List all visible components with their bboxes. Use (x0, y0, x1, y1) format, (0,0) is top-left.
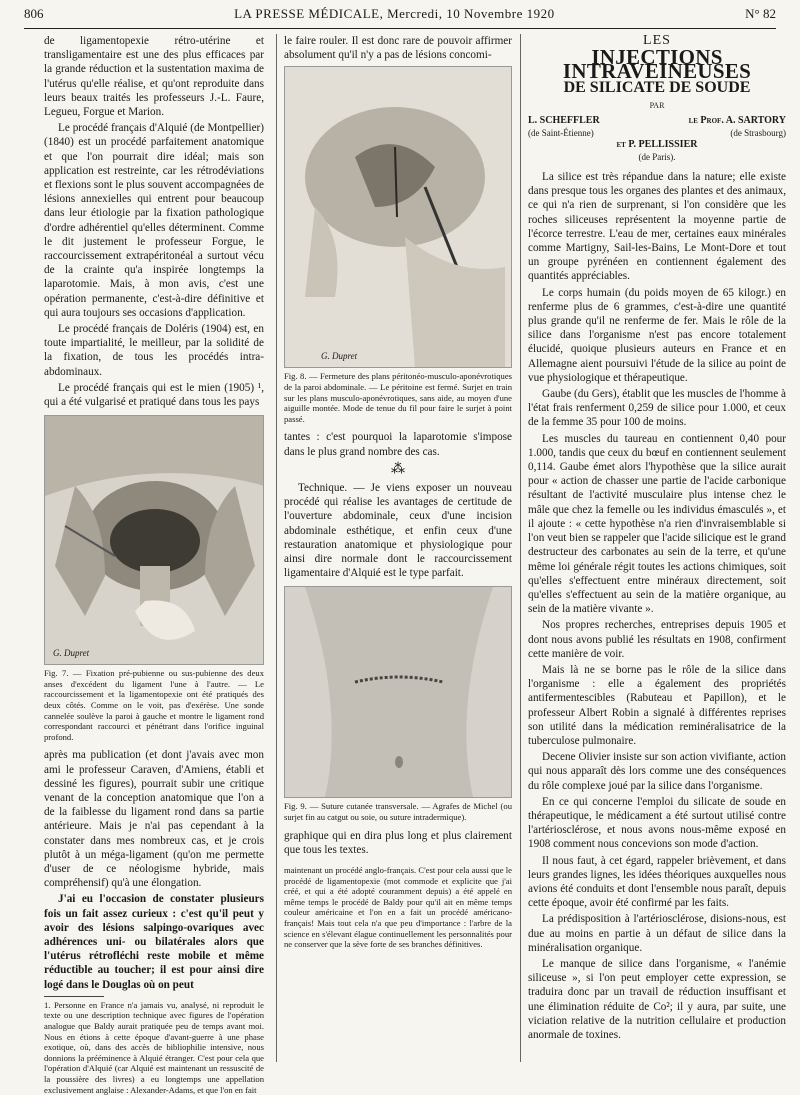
figure-8-caption: Fig. 8. — Fermeture des plans péritonéo-musculo-aponévrotiques de la paroi abdominale. — Le péritoine est fermé. Surjet en train sur les plans musculo-aponévrotiques, sans aide, au moyen d'une aiguille montée. Mode de tenue du fil pour faire le surjet à point passé. (284, 371, 512, 424)
column-divider-2 (520, 34, 521, 1062)
column-2 (284, 34, 512, 950)
article-title-line-3: DE SILICATE DE SOUDE (563, 78, 751, 96)
paragraph: Le procédé français d'Alquié (de Montpellier) (1840) est un procédé parfaitement anatomique et que l'on pourrait dire idéal; mais son application est restreinte, car les rétrodéviations et flexions sont le plus souvent accompagnées de lésions annexielles qui entrent pour beaucoup dans leur étiologie par la fixation pathologique d'ordre adhérentiel qu'elles déterminent. Comme le dit justement le professeur Forgue, le raccourcissement extrapéritonéal a surtout vécu de la crainte qu'a inspirée longtemps la laparotomie. Mais, à mon avis, c'est une opération permanente, c'est-à-dire définitive et qui aura toujours ses occasions d'application. (44, 122, 264, 319)
paragraph: Gaube (du Gers), établit que les muscles de l'homme à l'état frais renferment 0,259 de silice pour 1.000, et ceux de la femme 35 pour 100 de moins. (528, 388, 786, 429)
header-rule (24, 28, 776, 29)
author-location: (de Strasbourg) (730, 128, 786, 139)
paragraph: graphique qui en dira plus long et plus clairement que tous les textes. (284, 829, 512, 856)
footnote-rule (44, 996, 104, 997)
paragraph: Le corps humain (du poids moyen de 65 kilogr.) en renferme plus de 6 grammes, c'est-à-dire une quantité plus grande qu'il ne renferme de fer. Mais le rôle de la silice dans l'organisme n'est pas encore totalement élucidé, quoique plusieurs auteurs en France et en Allemagne aient poursuivi l'étude de la silice au point de vue physiologique et thérapeutique. (528, 286, 786, 384)
figure-7-illustration (44, 415, 264, 665)
byline-par: PAR (649, 100, 665, 110)
paragraph: Nos propres recherches, entreprises depuis 1905 et dont nous avons publié les résultats en 1908, confirment cette manière de voir. (528, 619, 786, 660)
paragraph: La silice est très répandue dans la nature; elle existe dans presque tous les organes des plantes et des animaux, ce qui n'a rien de surprenant, si l'on considère que les roches siliceuses représentent la moyenne partie de l'écorce terrestre. L'eau de mer, certaines eaux minérales comme Martigny, Sail-les-Bains, Le Mont-Dore et tout un groupe pyrénéen en contiennent également des quantités appréciables. (528, 171, 786, 283)
page-number: 806 (24, 6, 44, 21)
footnote-continued: maintenant un procédé anglo-français. C'est pour cela aussi que le procédé de ligamentopexie (mot commode et explicite que j'ai créé, et qui a été adopté couramment depuis) a été appelé en même temps le procédé de Baldy pour qu'il ait en même temps couleur américaine et l'on en a fait un procédé américano-français! Mais tout cela n'a que peu d'importance : l'arbre de la science en s'élevant élague continuellement les personnalités pour ne conserver que la sève forte de ses branches définitives. (284, 865, 512, 950)
author-name: L. SCHEFFLER (528, 115, 600, 127)
paragraph: Le manque de silice dans l'organisme, « l'anémie siliceuse », si l'on peut employer cette expression, se traduira donc par un travail de réduction insuffisant et une élimination réduite de Co²; il y aura, par suite, une viciation relative de la nutrition cellulaire et production anormale de toxines. (528, 957, 786, 1041)
paragraph: Le procédé français qui est le mien (1905) ¹, qui a été vulgarisé et pratiqué dans tous les pays (44, 381, 264, 409)
column-1 (44, 34, 264, 1095)
paragraph: le faire rouler. Il est donc rare de pouvoir affirmer absolument qu'il n'y a pas de lésions concomi- (284, 35, 512, 62)
figure-7-caption: Fig. 7. — Fixation pré-pubienne ou sus-pubienne des deux anses d'excédent du ligament l'une à l'autre. — Le raccourcissement et la ligamentopexie ont été pratiqués des deux côtés. Comme on le voit, pas d'exérèse. Une sonde cannelée soulève la paroi à gauche et montre le ligament rond correspondant raccourci et pénétrant dans l'orifice inguinal profond. (44, 668, 264, 742)
figure-8-illustration (284, 66, 512, 368)
paragraph: Mais là ne se borne pas le rôle de la silice dans l'organisme : elle a également des propriétés antifermentescibles (Rabuteau et Papillon), et le professeur Albert Robin a signalé à différentes reprises son utilité dans la médication reminéralisatrice de la tuberculose pulmonaire. (528, 663, 786, 747)
page-header (24, 6, 776, 28)
paragraph: après ma publication (et dont j'avais avec mon ami le professeur Caraven, d'Amiens, établi et dessiné les figures), pourrait subir une critique venant de la conception anatomique que l'on a de la faiblesse du ligament rond dans sa partie antérieure. Mais je n'ai pas cependant à la constater dans mes nombreux cas, et je crois plutôt à un méga-ligament (qu'on me permette d'user de ce néologisme hybride, mais compréhensif) qu'à une élongation. (44, 749, 264, 890)
section-separator: ⁂ (391, 461, 405, 477)
paragraph: tantes : c'est pourquoi la laparotomie s'impose dans le plus grand nombre des cas. (284, 431, 512, 458)
journal-title: LA PRESSE MÉDICALE, Mercredi, 10 Novembre 1920 (234, 6, 555, 21)
paragraph: Le procédé français de Doléris (1904) est, en toute impartialité, le meilleur, par la solidité de la fixation, de tous les procédés intra-abdominaux. (44, 323, 264, 378)
authors-block (528, 115, 786, 164)
column-3 (528, 34, 786, 1044)
paragraph: En ce qui concerne l'emploi du silicate de soude en thérapeutique, le médicament a été surtout utilisé contre l'artériosclérose, et nous avons nous-même exposé en 1908 comment nous concevions son mode d'action. (528, 795, 786, 851)
author-name: le Prof. A. SARTORY (688, 115, 786, 127)
paragraph: La prédisposition à l'artériosclérose, disions-nous, est due au moins en partie à un défaut de silice dans la minéralisation organique. (528, 913, 786, 954)
author-location: (de Saint-Étienne) (528, 128, 594, 139)
paragraph: J'ai eu l'occasion de constater plusieurs fois un fait assez curieux : c'est qu'il peut y avoir des lésions salpingo-ovariques avec adhérences uni- ou bilatérales alors que l'utérus rétrofléchi reste mobile et même réductible au toucher; il est pour ainsi dire logé dans le Douglas où on peut (44, 893, 264, 991)
paragraph: Technique. — Je viens exposer un nouveau procédé qui réalise les avantages de certitude de l'ouverture abdominale, ceux d'une incision abdominale esthétique, et enfin ceux d'une restauration anatomique et physiologique pour ainsi dire normale dont le raccourcissement ligamentaire d'Alquié est le type parfait. (284, 481, 512, 580)
author-location: (de Paris). (638, 152, 676, 163)
article-title-line-2: INJECTIONS INTRAVEINEUSES (562, 45, 752, 84)
paragraph: de ligamentopexie rétro-utérine et transligamentaire est une des plus efficaces par la grande réduction et la sustentation maxima de l'utérus qu'elle réalise, et qu'ont reproduite dans leurs beaux traités les professeurs J.-L. Faure, Legueu, Forgue et Marion. (44, 35, 264, 119)
paragraph: Les muscles du taureau en contiennent 0,40 pour 1.000, tandis que ceux du bœuf en contiennent seulement 0,114. Gaube émet alors l'hypothèse que la silice aurait pour « action de chasser une partie de l'acide carbonique résultant de l'activité musculaire plus intense chez le mâle que chez la femelle ou les individus émasculés », et il ajoute : « cette hypothèse n'a rien d'invraisemblable si l'on veut bien se rappeler que l'acide silicique est le grand destructeur des carbonates au sein de la terre, et qu'une même loi générale régit toutes les actions chimiques, soit qu'elles s'effectuent entre minéraux directement, soit qu'elles s'effectuent au sein de la matière organique, au sein de la matière vivante ». (528, 432, 786, 616)
author-name: et P. PELLISSIER (616, 139, 698, 151)
paragraph: Decene Olivier insiste sur son action vivifiante, action qui nous apparaît dès lors comme une des conséquences du rôle complexe joué par la silice dans l'organisme. (528, 751, 786, 792)
paragraph: Il nous faut, à cet égard, rappeler brièvement, et dans leurs grandes lignes, les idées théoriques auxquelles nous avions été conduits et dont l'ensemble nous paraît, depuis cette époque, avoir été confirmé par les faits. (528, 854, 786, 910)
issue-number: N° 82 (745, 6, 776, 21)
column-divider-1 (276, 34, 277, 1062)
illustrator-signature: G. Dupret (321, 351, 358, 362)
footnote: 1. Personne en France n'a jamais vu, analysé, ni reproduit le texte ou une description technique avec figures de l'opération analogue que Baldy aurait pratiquée peu de temps avant moi. Nous en étions à cette époque d'avant-guerre à une phase exotique, où, dans des accès de bibliophilie intensive, nous donnions la prééminence à Alquié étranger. C'est pour cela que l'opération d'Alquié (car Alquié est maintenant un ressuscité de la poussière des livres) a eu longtemps une appellation exclusivement anglaise : Alexander-Adams, et que l'on en fait (44, 999, 264, 1095)
illustrator-signature: G. Dupret (53, 648, 90, 659)
figure-9-illustration (284, 586, 512, 798)
figure-9-caption: Fig. 9. — Suture cutanée transversale. — Agrafes de Michel (ou surjet fin au catgut ou soie, ou suture intradermique). (284, 801, 512, 822)
article-title-line-1: LES (643, 33, 671, 48)
